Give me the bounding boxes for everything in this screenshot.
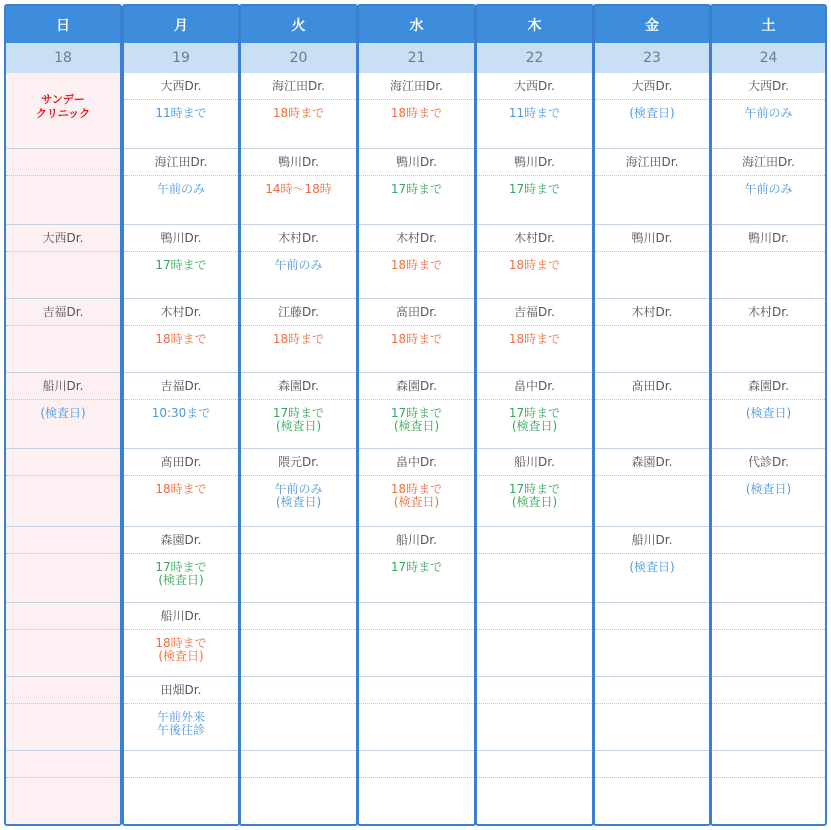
doctor-name: 大西Dr. — [477, 73, 592, 100]
schedule-cell — [6, 373, 120, 449]
schedule-cell — [595, 225, 709, 299]
day-header-thursday: 木 — [477, 6, 592, 43]
hours-note: 11時まで — [508, 106, 561, 120]
schedule-cell — [595, 527, 709, 603]
hours-note: (検査日) — [629, 560, 675, 574]
hours-note: 17時まで — [155, 258, 207, 272]
doctor-name: 森園Dr. — [359, 373, 474, 400]
schedule-cell — [6, 299, 120, 373]
doctor-name: 吉福Dr. — [6, 299, 120, 326]
hours-note — [595, 704, 709, 711]
day-date-thursday: 22 — [477, 43, 592, 73]
hours-note: (検査日) — [629, 106, 675, 120]
hours-note — [712, 326, 825, 333]
doctor-name: 森園Dr. — [712, 373, 825, 400]
doctor-name: 海江田Dr. — [595, 149, 709, 176]
schedule-cell — [241, 677, 356, 751]
hours-note — [6, 554, 120, 561]
hours-note — [6, 778, 120, 785]
doctor-name: 髙田Dr. — [124, 449, 238, 476]
doctor-name: 海江田Dr. — [359, 73, 474, 100]
hours-note — [477, 630, 592, 637]
day-column-friday — [593, 4, 711, 826]
doctor-name: 船川Dr. — [359, 527, 474, 554]
schedule-cell — [712, 149, 825, 225]
hours-note — [477, 778, 592, 785]
doctor-name — [477, 527, 592, 554]
schedule-cell — [359, 449, 474, 527]
hours-note: 18時まで — [508, 258, 561, 272]
doctor-name — [6, 677, 120, 704]
day-date-saturday: 24 — [712, 43, 825, 73]
hours-note — [712, 778, 825, 785]
hours-note: 17時まで (検査日) — [508, 482, 561, 509]
schedule-cell — [595, 603, 709, 677]
day-header-monday: 月 — [124, 6, 238, 43]
schedule-cell — [359, 527, 474, 603]
hours-note: 10:30まで — [151, 406, 211, 420]
doctor-name: 木村Dr. — [359, 225, 474, 252]
doctor-name — [241, 751, 356, 778]
schedule-cell — [124, 299, 238, 373]
hours-note — [6, 630, 120, 637]
schedule-cell — [241, 373, 356, 449]
schedule-cell — [595, 149, 709, 225]
doctor-name: 木村Dr. — [595, 299, 709, 326]
day-column-monday — [122, 4, 240, 826]
schedule-cell — [124, 751, 238, 825]
day-date-sunday: 18 — [6, 43, 120, 73]
hours-note — [359, 704, 474, 711]
schedule-cell — [477, 527, 592, 603]
schedule-cell — [124, 449, 238, 527]
doctor-name: 吉福Dr. — [124, 373, 238, 400]
day-column-saturday — [710, 4, 827, 826]
schedule-cell — [124, 527, 238, 603]
hours-note: 午前のみ (検査日) — [274, 482, 323, 509]
hours-note: 午前のみ — [744, 106, 793, 120]
doctor-name: 隈元Dr. — [241, 449, 356, 476]
schedule-cell — [124, 373, 238, 449]
schedule-cell — [477, 73, 592, 149]
hours-note: 午前のみ — [744, 182, 793, 196]
schedule-cell — [6, 449, 120, 527]
schedule-cell — [124, 149, 238, 225]
doctor-name — [359, 677, 474, 704]
doctor-name: 田畑Dr. — [124, 677, 238, 704]
schedule-cell — [477, 225, 592, 299]
schedule-cell — [6, 73, 120, 149]
hours-note — [241, 704, 356, 711]
hours-note — [124, 778, 238, 785]
hours-note: 17時まで (検査日) — [155, 560, 207, 587]
schedule-cell — [477, 677, 592, 751]
hours-note: 14時〜18時 — [265, 182, 332, 196]
schedule-cell — [359, 73, 474, 149]
doctor-name: 森園Dr. — [241, 373, 356, 400]
doctor-name — [712, 603, 825, 630]
doctor-name — [6, 449, 120, 476]
hours-note: (検査日) — [40, 406, 86, 420]
schedule-cell — [6, 751, 120, 825]
hours-note: 17時まで (検査日) — [272, 406, 325, 433]
doctor-name: 髙田Dr. — [359, 299, 474, 326]
doctor-name: 鴨川Dr. — [124, 225, 238, 252]
hours-note — [241, 554, 356, 561]
day-date-monday: 19 — [124, 43, 238, 73]
hours-note — [595, 252, 709, 259]
schedule-cell — [6, 603, 120, 677]
hours-note: 17時まで — [390, 560, 443, 574]
doctor-name — [241, 677, 356, 704]
day-date-wednesday: 21 — [359, 43, 474, 73]
doctor-name — [6, 149, 120, 176]
day-header-tuesday: 火 — [241, 6, 356, 43]
doctor-name — [6, 603, 120, 630]
schedule-cell — [712, 603, 825, 677]
hours-note — [712, 554, 825, 561]
doctor-name: 代診Dr. — [712, 449, 825, 476]
hours-note: 18時まで — [508, 332, 561, 346]
doctor-name — [241, 527, 356, 554]
doctor-name: 海江田Dr. — [712, 149, 825, 176]
hours-note — [6, 476, 120, 483]
hours-note — [359, 630, 474, 637]
doctor-name: 海江田Dr. — [241, 73, 356, 100]
hours-note: 18時まで — [390, 332, 443, 346]
day-column-sunday — [4, 4, 122, 826]
doctor-name: 木村Dr. — [241, 225, 356, 252]
schedule-cell — [712, 449, 825, 527]
doctor-name — [359, 751, 474, 778]
schedule-cell — [477, 751, 592, 825]
hours-note — [595, 400, 709, 407]
schedule-cell — [6, 677, 120, 751]
schedule-cell — [359, 677, 474, 751]
schedule-cell — [477, 299, 592, 373]
schedule-cell — [595, 677, 709, 751]
day-header-saturday: 土 — [712, 6, 825, 43]
schedule-cell — [124, 603, 238, 677]
doctor-name — [124, 751, 238, 778]
day-column-thursday — [475, 4, 594, 826]
doctor-name: 髙田Dr. — [595, 373, 709, 400]
doctor-name: 大西Dr. — [712, 73, 825, 100]
schedule-cell — [595, 751, 709, 825]
hours-note: 午前のみ — [274, 258, 323, 272]
doctor-name: 船川Dr. — [477, 449, 592, 476]
doctor-name: 船川Dr. — [6, 373, 120, 400]
doctor-name: 大西Dr. — [6, 225, 120, 252]
hours-note: 18時まで (検査日) — [155, 636, 207, 663]
hours-note — [6, 326, 120, 333]
hours-note — [595, 630, 709, 637]
schedule-cell — [712, 225, 825, 299]
doctor-name: 海江田Dr. — [124, 149, 238, 176]
schedule-cell — [712, 677, 825, 751]
doctor-name — [477, 603, 592, 630]
day-header-wednesday: 水 — [359, 6, 474, 43]
hours-note: (検査日) — [745, 482, 792, 496]
hours-note — [6, 252, 120, 259]
hours-note: 17時まで (検査日) — [508, 406, 561, 433]
schedule-cell — [712, 751, 825, 825]
doctor-name: 鴨川Dr. — [712, 225, 825, 252]
doctor-name: 畠中Dr. — [477, 373, 592, 400]
schedule-cell — [124, 677, 238, 751]
hours-note — [595, 778, 709, 785]
hours-note — [595, 476, 709, 483]
hours-note: 11時まで — [155, 106, 207, 120]
schedule-cell — [241, 149, 356, 225]
day-date-tuesday: 20 — [241, 43, 356, 73]
day-column-wednesday — [357, 4, 476, 826]
doctor-name: 鴨川Dr. — [241, 149, 356, 176]
doctor-name — [6, 527, 120, 554]
schedule-cell — [477, 603, 592, 677]
doctor-name: 木村Dr. — [477, 225, 592, 252]
hours-note — [6, 704, 120, 711]
hours-note: (検査日) — [745, 406, 792, 420]
schedule-cell — [477, 373, 592, 449]
hours-note: 18時まで — [155, 332, 207, 346]
schedule-cell — [6, 527, 120, 603]
doctor-name — [477, 751, 592, 778]
hours-note — [712, 252, 825, 259]
doctor-name — [712, 677, 825, 704]
doctor-name: 木村Dr. — [712, 299, 825, 326]
day-date-friday: 23 — [595, 43, 709, 73]
doctor-name: 鴨川Dr. — [477, 149, 592, 176]
hours-note: 18時まで — [272, 106, 325, 120]
schedule-cell — [124, 225, 238, 299]
schedule-cell — [595, 299, 709, 373]
doctor-name — [595, 751, 709, 778]
sunday-clinic-label: サンデー クリニック — [35, 93, 91, 120]
schedule-cell — [359, 149, 474, 225]
day-column-tuesday — [239, 4, 358, 826]
doctor-name: 船川Dr. — [124, 603, 238, 630]
doctor-name — [595, 603, 709, 630]
schedule-cell — [6, 149, 120, 225]
doctor-name — [477, 677, 592, 704]
doctor-name: 森園Dr. — [595, 449, 709, 476]
day-header-sunday: 日 — [6, 6, 120, 43]
schedule-cell — [241, 449, 356, 527]
schedule-cell — [241, 225, 356, 299]
schedule-cell — [241, 603, 356, 677]
hours-note: 17時まで (検査日) — [390, 406, 443, 433]
doctor-name: 畠中Dr. — [359, 449, 474, 476]
hours-note: 18時まで — [272, 332, 325, 346]
hours-note — [595, 176, 709, 183]
doctor-name: 鴨川Dr. — [595, 225, 709, 252]
hours-note — [6, 176, 120, 183]
doctor-name — [359, 603, 474, 630]
hours-note: 17時まで — [508, 182, 561, 196]
doctor-name — [6, 751, 120, 778]
schedule-cell — [241, 751, 356, 825]
hours-note — [477, 554, 592, 561]
hours-note — [359, 778, 474, 785]
hours-note — [712, 704, 825, 711]
doctor-name: 吉福Dr. — [477, 299, 592, 326]
schedule-cell — [595, 373, 709, 449]
schedule-calendar — [4, 4, 827, 826]
doctor-name: 木村Dr. — [124, 299, 238, 326]
hours-note — [241, 630, 356, 637]
schedule-cell — [359, 751, 474, 825]
doctor-name: 江藤Dr. — [241, 299, 356, 326]
schedule-cell — [241, 527, 356, 603]
schedule-cell — [359, 225, 474, 299]
hours-note: 18時まで — [390, 258, 443, 272]
schedule-cell — [124, 73, 238, 149]
doctor-name — [712, 527, 825, 554]
hours-note — [595, 326, 709, 333]
schedule-cell — [712, 299, 825, 373]
hours-note: 18時まで — [390, 106, 443, 120]
hours-note — [241, 778, 356, 785]
schedule-cell — [241, 299, 356, 373]
schedule-cell — [712, 527, 825, 603]
schedule-cell — [712, 73, 825, 149]
doctor-name: 森園Dr. — [124, 527, 238, 554]
schedule-cell — [6, 225, 120, 299]
hours-note — [477, 704, 592, 711]
hours-note: 17時まで — [390, 182, 443, 196]
schedule-cell — [359, 299, 474, 373]
schedule-cell — [477, 149, 592, 225]
hours-note: 午前外来 午後往診 — [156, 710, 205, 737]
hours-note — [712, 630, 825, 637]
doctor-name: 鴨川Dr. — [359, 149, 474, 176]
schedule-cell — [595, 449, 709, 527]
schedule-cell — [359, 373, 474, 449]
schedule-cell — [595, 73, 709, 149]
day-header-friday: 金 — [595, 6, 709, 43]
schedule-cell — [359, 603, 474, 677]
hours-note: 18時まで — [155, 482, 207, 496]
doctor-name — [712, 751, 825, 778]
doctor-name — [595, 677, 709, 704]
doctor-name: 船川Dr. — [595, 527, 709, 554]
schedule-cell — [477, 449, 592, 527]
doctor-name — [241, 603, 356, 630]
doctor-name: 大西Dr. — [124, 73, 238, 100]
schedule-cell — [712, 373, 825, 449]
hours-note: 午前のみ — [156, 182, 205, 196]
hours-note: 18時まで (検査日) — [390, 482, 443, 509]
schedule-cell — [241, 73, 356, 149]
doctor-name: 大西Dr. — [595, 73, 709, 100]
